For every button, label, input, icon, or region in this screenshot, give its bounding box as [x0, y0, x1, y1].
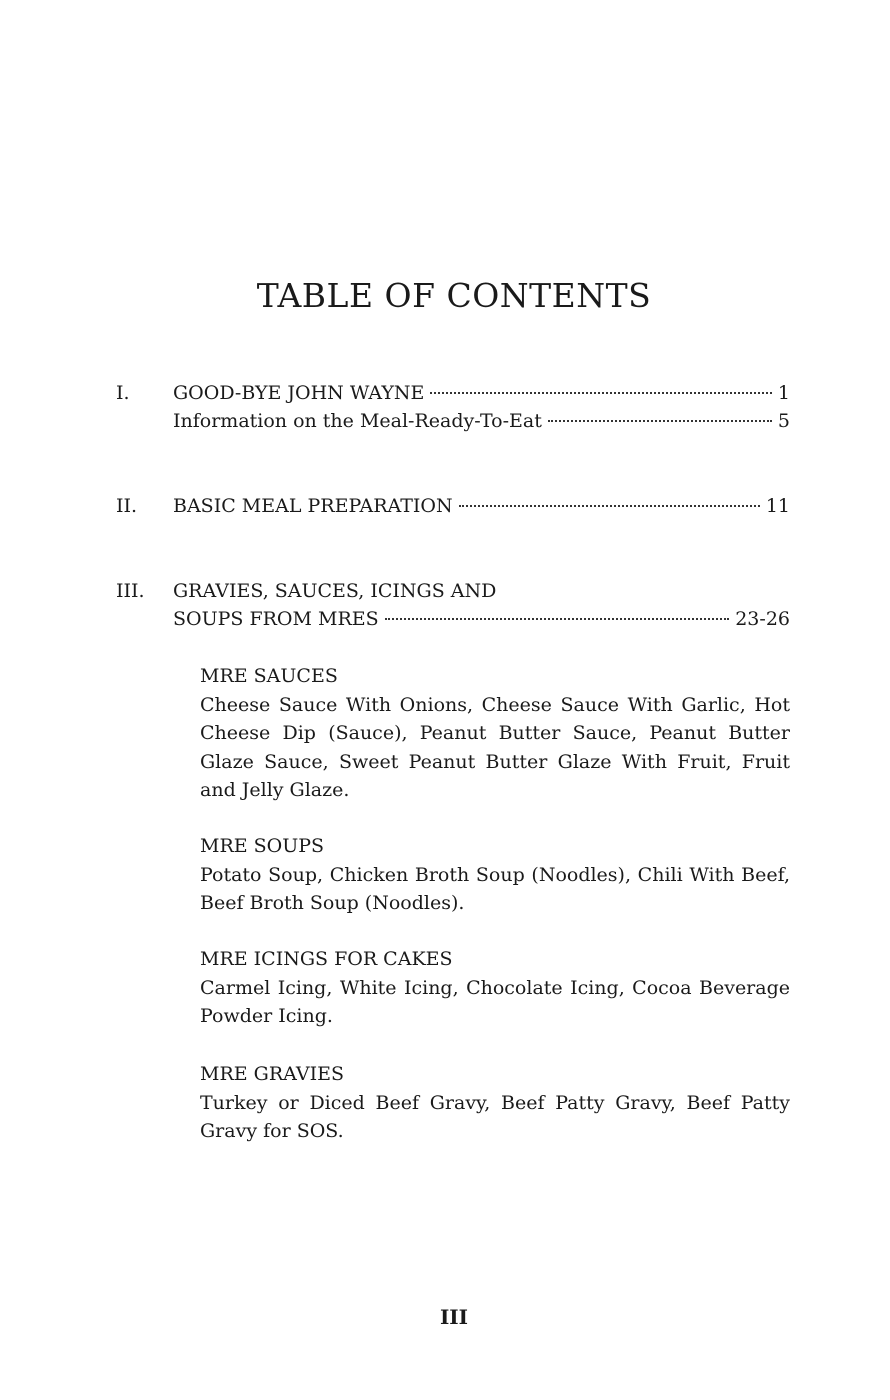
toc-page-number: 1	[777, 382, 790, 404]
toc-page-number: 11	[765, 495, 790, 517]
toc-entry-1	[116, 379, 790, 435]
toc-line	[173, 605, 790, 633]
toc-line	[173, 407, 790, 435]
toc-line	[173, 492, 790, 520]
entry-numeral: II.	[116, 495, 138, 517]
toc-line	[173, 577, 790, 605]
entry-numeral: I.	[116, 382, 130, 404]
toc-line-text: SOUPS FROM MRES	[173, 608, 379, 630]
subsection-body: Potato Soup, Chicken Broth Soup (Noodles), Chili With Beef, Beef Broth Soup (Noodles).	[200, 863, 790, 914]
subsection-heading: MRE SAUCES	[200, 665, 338, 687]
subsection-mre-gravies	[200, 1060, 790, 1146]
dot-leader	[459, 505, 760, 507]
subsection-mre-icings	[200, 945, 790, 1031]
subsection-body: Turkey or Diced Beef Gravy, Beef Patty Gravy, Beef Patty Gravy for SOS.	[200, 1091, 790, 1142]
dot-leader	[385, 618, 730, 620]
entry-numeral: III.	[116, 580, 145, 602]
subsection-body: Carmel Icing, White Icing, Chocolate Icing, Cocoa Beverage Powder Icing.	[200, 976, 790, 1027]
subsection-heading: MRE ICINGS FOR CAKES	[200, 948, 453, 970]
toc-line	[173, 379, 790, 407]
subsection-heading: MRE SOUPS	[200, 835, 325, 857]
toc-entry-3	[116, 577, 790, 633]
dot-leader	[430, 392, 771, 394]
toc-line-text: GOOD-BYE JOHN WAYNE	[173, 382, 425, 404]
subsection-mre-sauces	[200, 662, 790, 805]
subsection-mre-soups	[200, 832, 790, 918]
toc-line-text: Information on the Meal-Ready-To-Eat	[173, 410, 542, 432]
subsection-heading: MRE GRAVIES	[200, 1063, 345, 1085]
subsection-body: Cheese Sauce With Onions, Cheese Sauce With Garlic, Hot Cheese Dip (Sauce), Peanut Butter Sauce, Peanut Butter Glaze Sauce, Sweet Peanut Butter Glaze With Fruit, Fruit and Jelly Glaze.	[200, 693, 790, 801]
toc-line-text: GRAVIES, SAUCES, ICINGS AND	[173, 580, 497, 602]
page-title: TABLE OF CONTENTS	[256, 276, 652, 315]
toc-page-number: 23-26	[735, 608, 790, 630]
toc-line-text: BASIC MEAL PREPARATION	[173, 495, 453, 517]
toc-entry-2	[116, 492, 790, 520]
toc-page-number: 5	[777, 410, 790, 432]
page-number: III	[439, 1305, 469, 1329]
dot-leader	[548, 420, 772, 422]
